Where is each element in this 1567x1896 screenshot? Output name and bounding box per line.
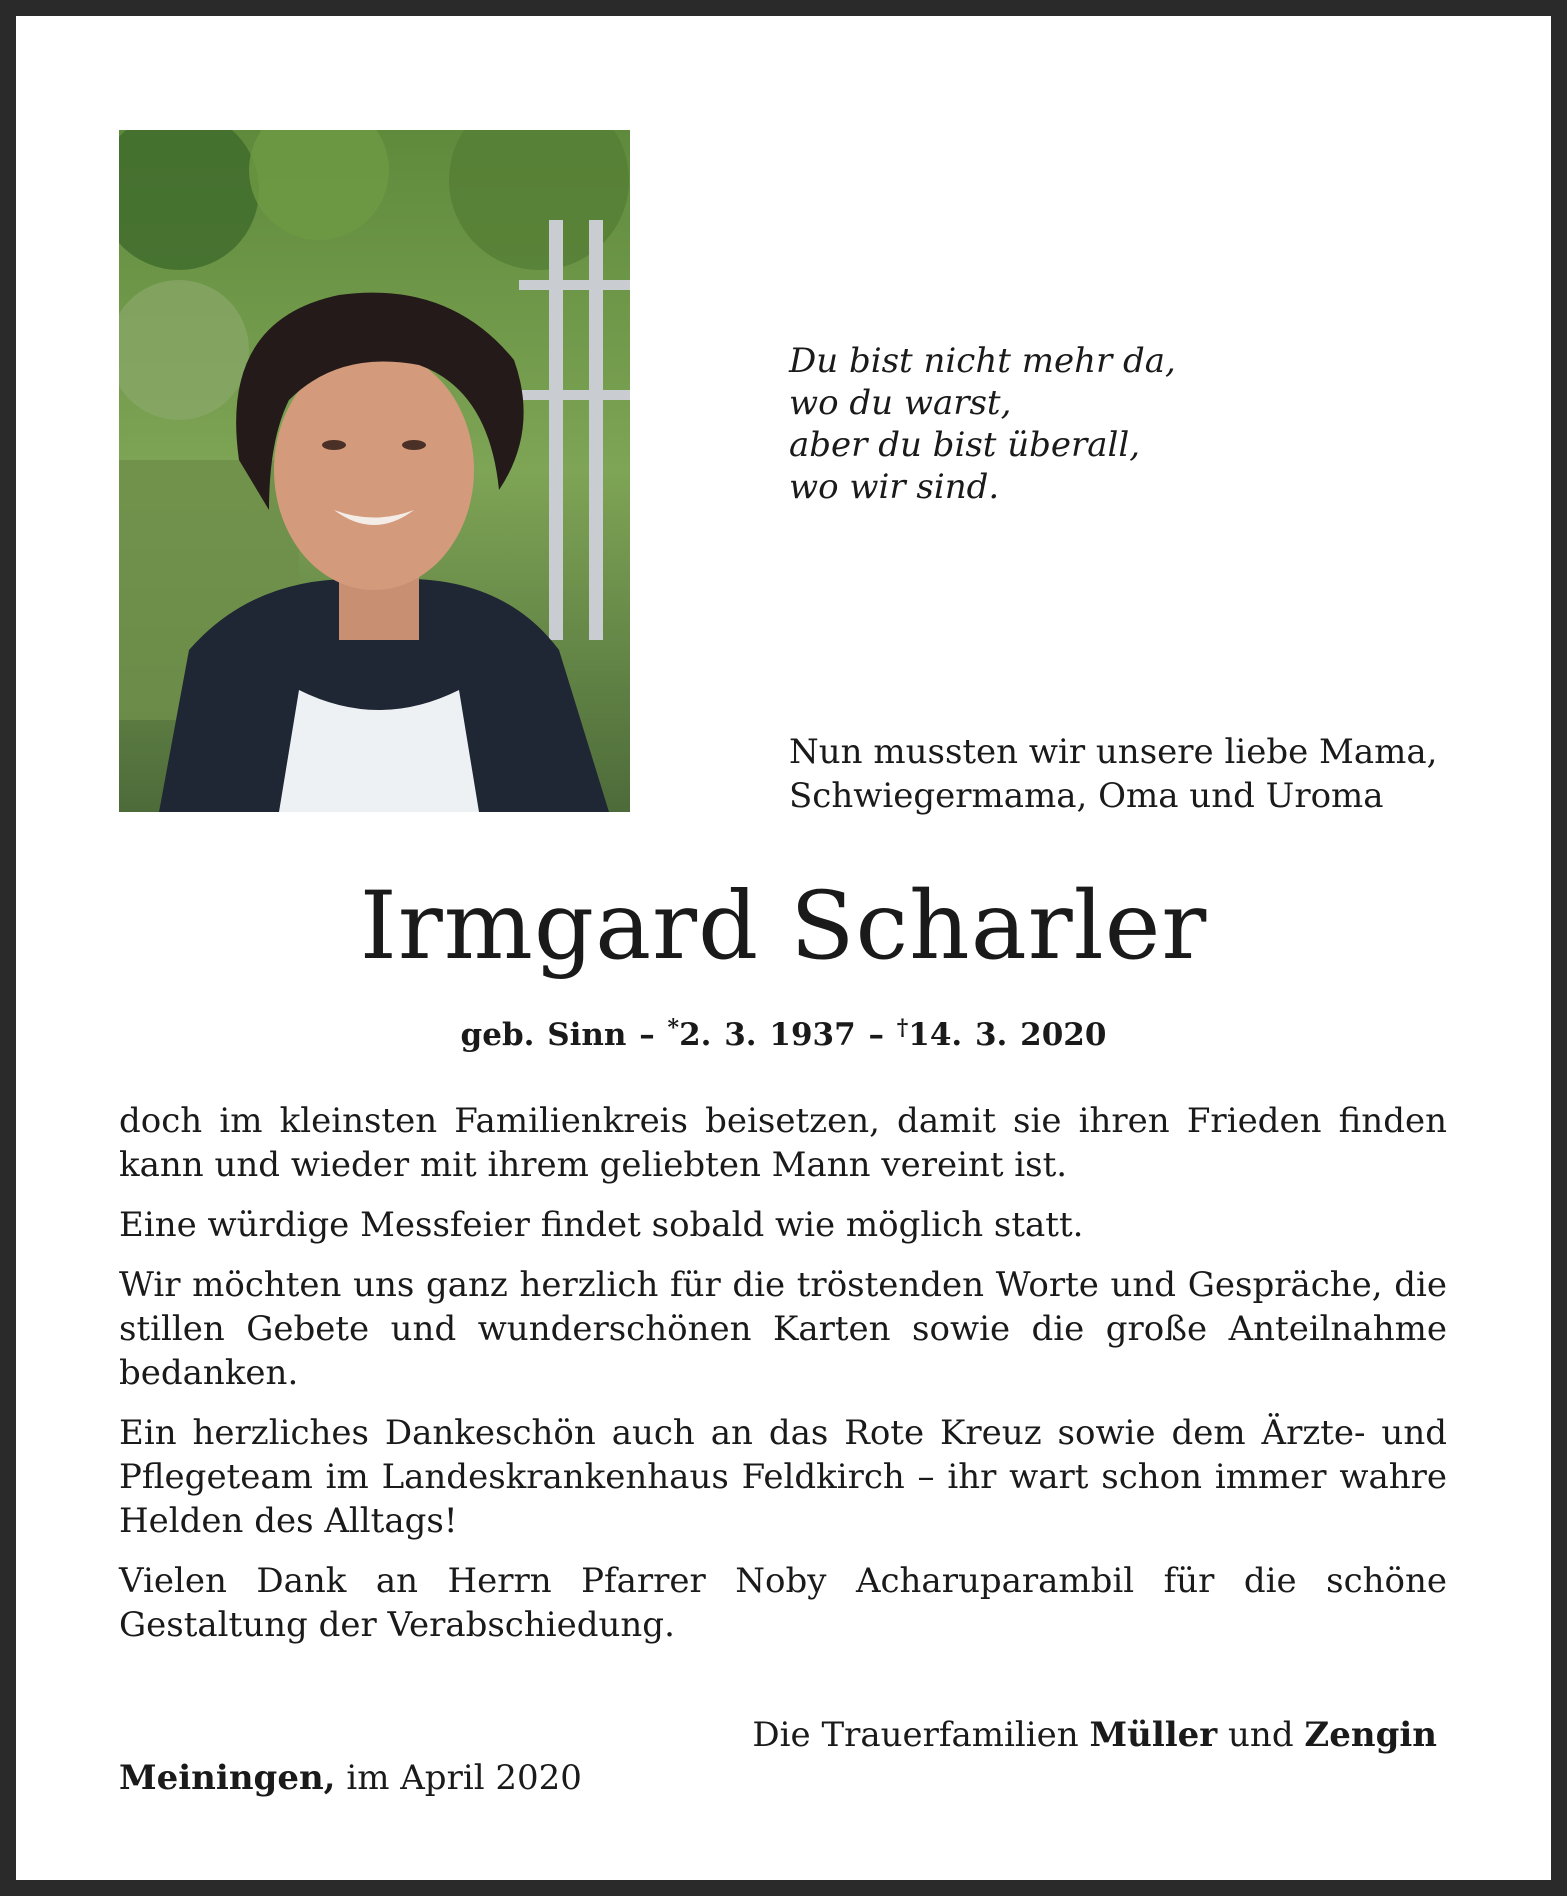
place-town: Meiningen,: [119, 1758, 336, 1798]
death-date: 14. 3. 2020: [908, 1017, 1107, 1053]
place-and-date: [119, 1756, 582, 1800]
verse-line: aber du bist überall,: [789, 425, 1141, 465]
body-paragraph: Ein herzliches Dankeschön auch an das Rote Kreuz sowie dem Ärzte- und Pflegeteam im Landeskrankenhaus Feldkirch – ihr wart schon immer wahre Helden des Alltags!: [119, 1413, 1447, 1541]
signature-prefix: Die Trauerfamilien: [752, 1715, 1079, 1755]
signature-conjunction: und: [1228, 1715, 1294, 1755]
verse-line: Du bist nicht mehr da,: [789, 341, 1176, 381]
separator: –: [639, 1017, 655, 1053]
intro-line: Schwiegermama, Oma und Uroma: [789, 776, 1384, 816]
separator: –: [868, 1017, 884, 1053]
memorial-verse: [789, 340, 1489, 508]
verse-line: wo du warst,: [789, 383, 1012, 423]
birth-date: 2. 3. 1937: [679, 1017, 856, 1053]
family-name-2: Zengin: [1304, 1715, 1437, 1755]
body-paragraph: Eine würdige Messfeier findet sobald wie möglich statt.: [119, 1205, 1084, 1245]
body-paragraph: doch im kleinsten Familienkreis beisetzen, damit sie ihren Frieden finden kann und wieder mit ihrem geliebten Mann vereint ist.: [119, 1101, 1447, 1185]
place-date: im April 2020: [346, 1758, 582, 1798]
portrait-photo-illustration: [119, 130, 630, 812]
life-dates: [0, 1008, 1567, 1055]
birth-symbol: *: [667, 1015, 680, 1041]
family-signature: [752, 1713, 1437, 1757]
body-paragraph: Wir möchten uns ganz herzlich für die tröstenden Worte und Gespräche, die stillen Gebete und wunderschönen Karten sowie die große Anteilnahme bedanken.: [119, 1265, 1447, 1393]
obituary-body: [119, 1099, 1447, 1663]
intro-text: [789, 730, 1489, 818]
deceased-name: Irmgard Scharler: [359, 872, 1208, 981]
portrait-photo: [119, 130, 630, 812]
birth-name: geb. Sinn: [460, 1017, 627, 1053]
body-paragraph: Vielen Dank an Herrn Pfarrer Noby Acharuparambil für die schöne Gestaltung der Verabschiedung.: [119, 1561, 1447, 1645]
family-name-1: Müller: [1089, 1715, 1218, 1755]
intro-line: Nun mussten wir unsere liebe Mama,: [789, 732, 1438, 772]
death-symbol: †: [896, 1015, 909, 1041]
verse-line: wo wir sind.: [789, 467, 1000, 507]
